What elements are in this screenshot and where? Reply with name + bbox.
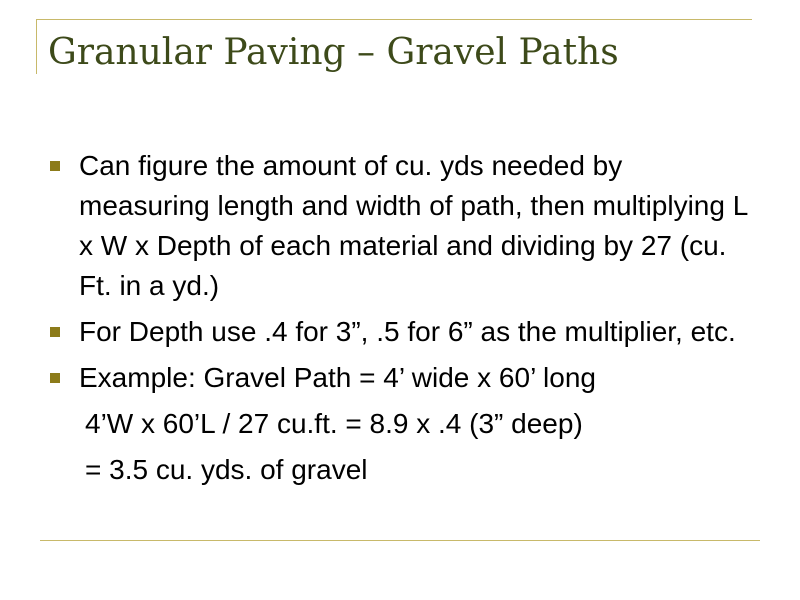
- left-rule-line: [36, 19, 37, 74]
- slide-title: Granular Paving – Gravel Paths: [48, 32, 619, 73]
- calculation-line: 4’W x 60’L / 27 cu.ft. = 8.9 x .4 (3” deep): [85, 408, 583, 439]
- bullet-text: Example: Gravel Path = 4’ wide x 60’ long: [79, 362, 596, 393]
- bullet-item: [48, 146, 748, 306]
- square-bullet-icon: [50, 327, 60, 337]
- square-bullet-icon: [50, 161, 60, 171]
- result-line: = 3.5 cu. yds. of gravel: [85, 454, 368, 485]
- slide-body: [48, 146, 748, 496]
- bullet-text: Can figure the amount of cu. yds needed by measuring length and width of path, then multiplying L x W x Depth of each material and dividing by 27 (cu. Ft. in a yd.): [79, 150, 748, 301]
- bullet-text: For Depth use .4 for 3”, .5 for 6” as the multiplier, etc.: [79, 316, 736, 347]
- square-bullet-icon: [50, 373, 60, 383]
- top-rule-line: [36, 19, 752, 20]
- bullet-item: [48, 358, 748, 398]
- bottom-rule-line: [40, 540, 760, 541]
- bullet-item: [48, 312, 748, 352]
